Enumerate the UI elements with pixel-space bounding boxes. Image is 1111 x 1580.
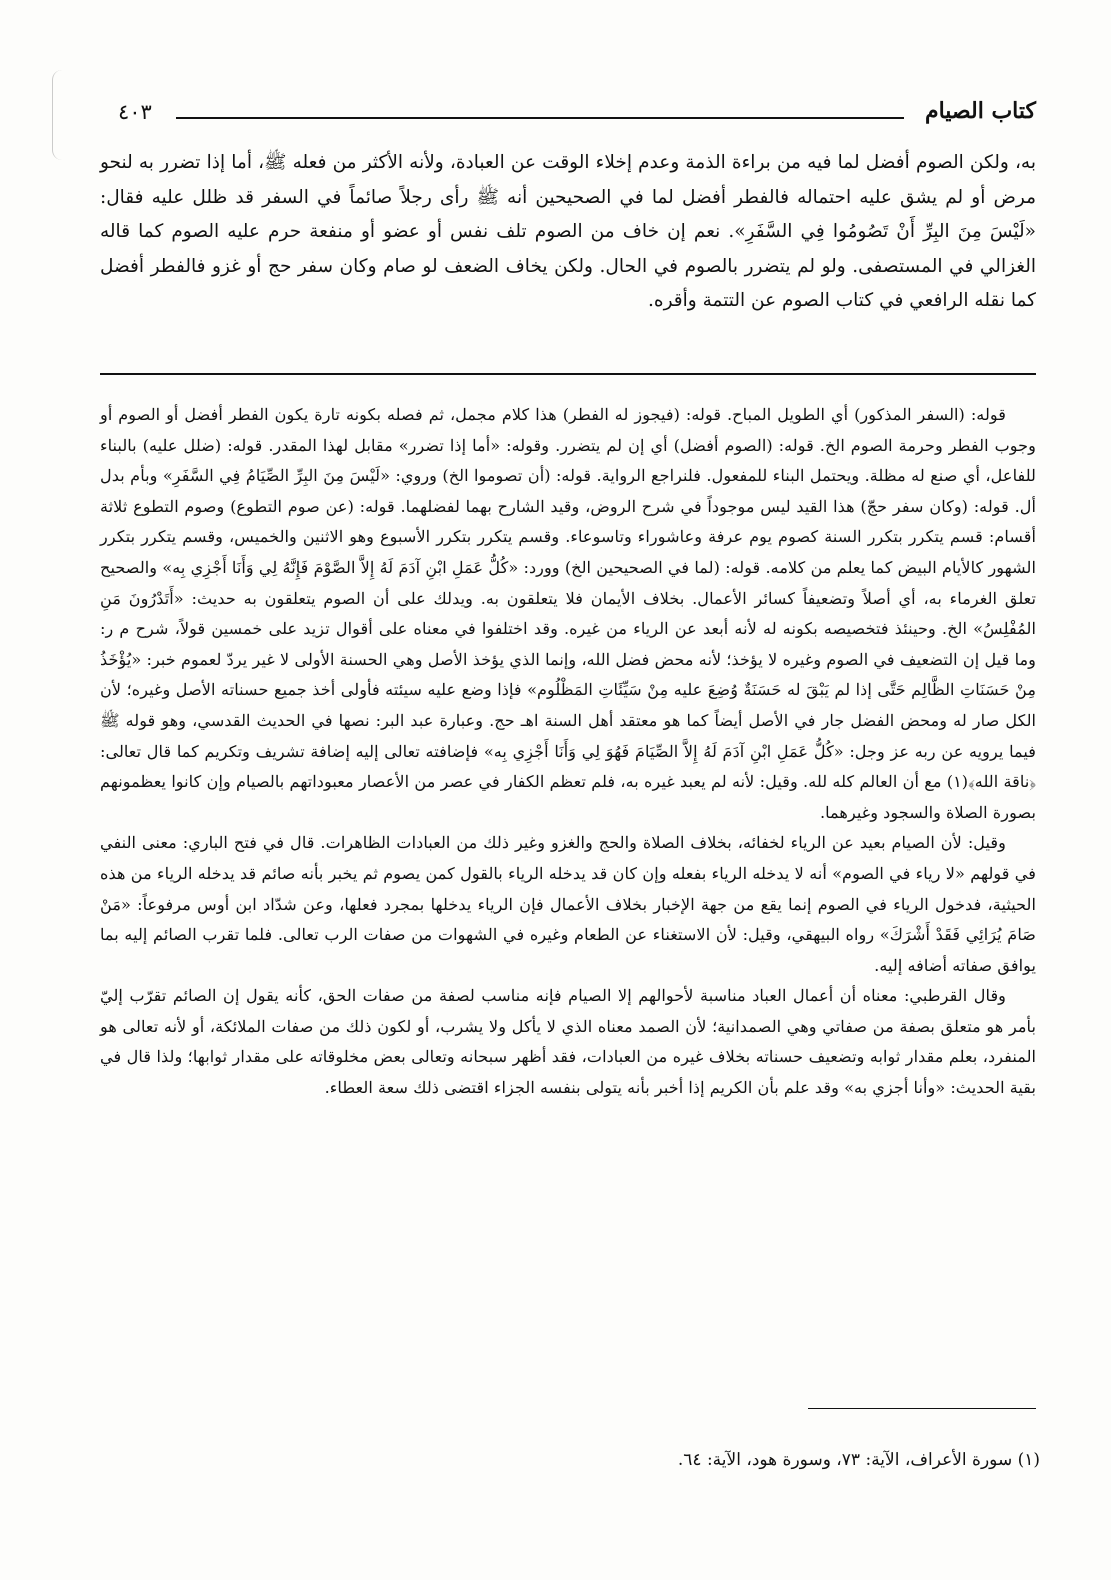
commentary-block <box>100 400 1036 1104</box>
commentary-paragraph-2: وقيل: لأن الصيام بعيد عن الرياء لخفائه، بخلاف الصلاة والحج والغزو وغير ذلك من العبادات الظاهرات. قال في فتح الباري: معنى النفي في قولهم «لا رياء في الصوم» أنه لا يدخله الرياء بفعله وإن كان قد يدخله الرياء بالقول كمن يصوم ثم يخبر بأنه صائم قد يدخله الرياء من هذه الحيثية، فدخول الرياء في الصوم إنما يقع من جهة الإخبار بخلاف الأعمال فإن الرياء يدخلها بمجرد فعلها، وعن شدّاد ابن أوس مرفوعاً: «مَنْ صَامَ يُرَائِي فَقَدْ أَشْرَكَ» رواه البيهقي، وقيل: لأن الاستغناء عن الطعام وغيره في الشهوات من صفات الرب تعالى. فلما تقرب الصائم إليه بما يوافق صفاته أضافه إليه. <box>100 833 1036 975</box>
main-text-block <box>100 146 1036 319</box>
footnote-rule <box>808 1408 1036 1409</box>
footnote: (١) سورة الأعراف، الآية: ٧٣، وسورة هود، الآية: ٦٤. <box>677 1450 1040 1470</box>
page-number: ٤٠٣ <box>118 100 152 124</box>
page-header <box>118 98 1036 134</box>
commentary-paragraph-3: وقال القرطبي: معناه أن أعمال العباد مناسبة لأحوالهم إلا الصيام فإنه مناسب لصفة من صفات الحق، كأنه يقول إن الصائم تقرّب إليّ بأمر هو متعلق بصفة من صفاتي وهي الصمدانية؛ لأن الصمد معناه الذي لا يأكل ولا يشرب، أو لكون ذلك من صفات الملائكة، أو لأنه تعالى هو المنفرد، بعلم مقدار ثوابه وتضعيف حسناته بخلاف غيره من العبادات، فقد أظهر سبحانه وتعالى بعض مخلوقاته على مقدار ثوابها؛ ولذا قال في بقية الحديث: «وأنا أجزي به» وقد علم بأن الكريم إذا أخبر بأنه يتولى بنفسه الجزاء اقتضى ذلك سعة العطاء. <box>100 986 1036 1098</box>
chapter-title: كتاب الصيام <box>924 98 1036 124</box>
header-rule <box>176 117 904 119</box>
section-divider <box>100 373 1036 375</box>
main-paragraph: به، ولكن الصوم أفضل لما فيه من براءة الذمة وعدم إخلاء الوقت عن العبادة، ولأنه الأكثر من فعله ﷺ، أما إذا تضرر به لنحو مرض أو لم يشق عليه احتماله فالفطر أفضل لما في الصحيحين أنه ﷺ رأى رجلاً صائماً في السفر قد ظلل عليه فقال: «لَيْسَ مِنَ البِرِّ أَنْ تَصُومُوا فِي السَّفَرِ». نعم إن خاف من الصوم تلف نفس أو عضو أو منفعة حرم عليه الصوم كما قاله الغزالي في المستصفى. ولو لم يتضرر بالصوم في الحال. ولكن يخاف الضعف لو صام وكان سفر حج أو غزو فالفطر أفضل كما نقله الرافعي في كتاب الصوم عن التتمة وأقره. <box>100 152 1036 311</box>
commentary-paragraph-1: قوله: (السفر المذكور) أي الطويل المباح. قوله: (فيجوز له الفطر) هذا كلام مجمل، ثم فصله بكونه تارة يكون الفطر أفضل أو الصوم أو وجوب الفطر وحرمة الصوم الخ. قوله: (الصوم أفضل) أي إن لم يتضرر. وقوله: «أما إذا تضرر» مقابل لهذا المقدر. قوله: (ضلل عليه) بالبناء للفاعل، أي صنع له مظلة. ويحتمل البناء للمفعول. فلنراجع الرواية. قوله: (أن تصوموا الخ) وروي: «لَيْسَ مِنَ البِرِّ الصِّيَامُ فِي السَّفَرِ» وبأم بدل أل. قوله: (وكان سفر حجّ) هذا القيد ليس موجوداً في شرح الروض، وقيد الشارح بهما لفضلهما. قوله: (عن صوم التطوع) وصوم التطوع ثلاثة أقسام: قسم يتكرر بتكرر السنة كصوم يوم عرفة وعاشوراء وتاسوعاء. وقسم يتكرر بتكرر الأسبوع وهو الاثنين والخميس، وقسم يتكرر بتكرر الشهور كالأيام البيض كما يعلم من كلامه. قوله: (لما في الصحيحين الخ) وورد: «كُلُّ عَمَلِ ابْنِ آدَمَ لَهُ إِلاَّ الصَّوْمَ فَإِنَّهُ لِي وَأَنَا أَجْزِي بِه» والصحيح تعلق الغرماء به، أي أصلاً وتضعيفاً كسائر الأعمال. بخلاف الأيمان فلا يتعلقون به. ويدلك على أن الصوم يتعلقون به حديث: «أَتَدْرُونَ مَنِ المُفْلِسُ» الخ. وحينئذ فتخصيصه بكونه له لأنه أبعد عن الرياء من غيره. وقد اختلفوا في معناه على أقوال تزيد على خمسين قولاً، شرح م ر: وما قيل إن التضعيف في الصوم وغيره لا يؤخذ؛ لأنه محض فضل الله، وإنما الذي يؤخذ الأصل وهي الحسنة الأولى لا غير يردّ لعموم خبر: «يُؤْخَذُ مِنْ حَسَنَاتِ الظَّالِم حَتَّى إذا لم يَبْقَ له حَسَنَةٌ وُضِعَ عليه مِنْ سَيِّئَاتِ المَظْلُوم» فإذا وضع عليه سيئته فأولى أخذ جميع حسناته الأصل وغيره؛ لأن الكل صار له ومحض الفضل جار في الأصل أيضاً كما هو معتقد أهل السنة اهـ حج. وعبارة عبد البر: نصها في الحديث القدسي، وهو قوله ﷺ فيما يرويه عن ربه عز وجل: «كُلُّ عَمَلِ ابْنِ آدَمَ لَهُ إِلاَّ الصِّيَامَ فَهُوَ لِي وَأَنَا أَجْزِي بِه» فإضافته تعالى إليه إضافة تشريف وتكريم كما قال تعالى: ﴿ناقة الله﴾(١) مع أن العالم كله لله. وقيل: لأنه لم يعبد غيره به، فلم تعظم الكفار في عصر من الأعصار معبوداتهم بالصيام وإن كانوا يعظمونهم بصورة الصلاة والسجود وغيرهما. <box>100 405 1037 822</box>
scan-margin-mark <box>52 70 73 160</box>
